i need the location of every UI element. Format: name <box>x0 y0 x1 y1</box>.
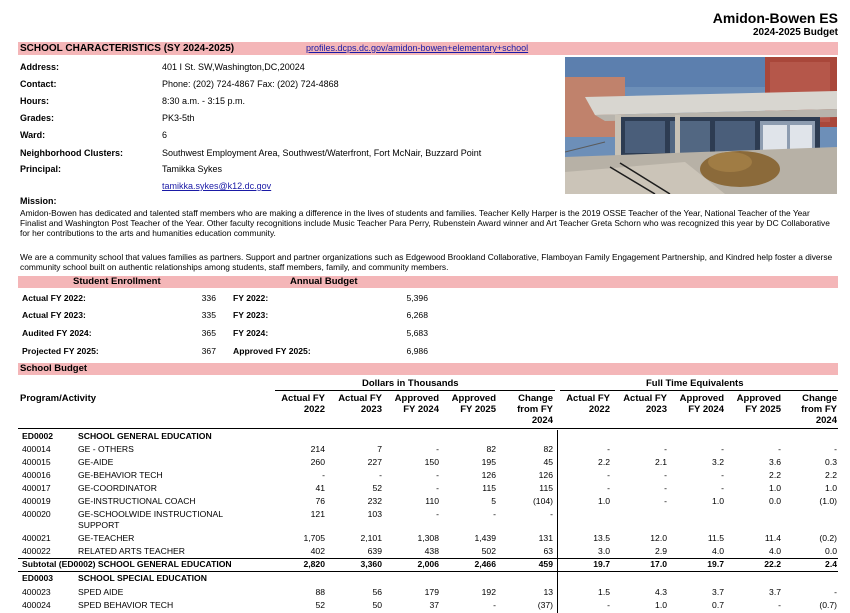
program-activity-header: Program/Activity <box>20 393 97 404</box>
row-value: 12.0 <box>650 533 667 543</box>
row-value: 260 <box>310 457 325 467</box>
enrollment-count: 365 <box>201 328 216 338</box>
column-header-line: Approved <box>394 393 439 404</box>
budget-label: Approved FY 2025: <box>233 346 311 356</box>
budget-value: 5,683 <box>406 328 428 338</box>
row-code: 400020 <box>22 509 51 519</box>
row-value: 459 <box>538 559 553 569</box>
column-header <box>379 393 439 415</box>
column-header-line: 2023 <box>645 404 667 415</box>
row-value: 115 <box>539 483 553 493</box>
row-value: 0.0 <box>769 496 781 506</box>
info-value: Phone: (202) 724-4867 Fax: (202) 724-4868 <box>162 79 339 89</box>
row-value: 88 <box>315 587 325 597</box>
row-value: 2.2 <box>769 470 781 480</box>
info-value: PK3-5th <box>162 113 195 123</box>
school-name: Amidon-Bowen ES <box>712 10 838 26</box>
school-photo <box>565 57 837 194</box>
fte-group-header: Full Time Equivalents <box>646 378 744 389</box>
row-value: 1,705 <box>303 533 325 543</box>
row-value: 4.0 <box>712 546 724 556</box>
row-value: 76 <box>315 496 325 506</box>
row-value: 2,101 <box>360 533 382 543</box>
row-value: 0.7 <box>712 600 724 610</box>
row-value: 150 <box>424 457 439 467</box>
column-header <box>721 393 781 415</box>
row-value: 110 <box>425 496 439 506</box>
row-value: (37) <box>537 600 553 610</box>
row-value: - <box>778 444 781 454</box>
row-value: - <box>834 444 837 454</box>
row-value: 52 <box>315 600 325 610</box>
row-value: 1,308 <box>417 533 439 543</box>
header-rule <box>18 428 838 429</box>
row-name: SPED BEHAVIOR TECH <box>78 600 174 610</box>
row-name: GE-AIDE <box>78 457 114 467</box>
budget-label: FY 2022: <box>233 293 269 303</box>
budget-title: 2024-2025 Budget <box>752 27 838 38</box>
row-code: 400023 <box>22 587 51 597</box>
row-value: 4.3 <box>655 587 667 597</box>
enrollment-label: Actual FY 2023: <box>22 310 86 320</box>
subtotal-bottom-rule <box>18 571 838 572</box>
row-value: 5 <box>491 496 496 506</box>
row-name: GE-INSTRUCTIONAL COACH <box>78 496 196 506</box>
column-header-line: from FY <box>517 404 553 415</box>
column-header-line: FY 2024 <box>688 404 724 415</box>
dollars-group-header: Dollars in Thousands <box>362 378 459 389</box>
row-value: 3.2 <box>712 457 724 467</box>
row-value: - <box>778 600 781 610</box>
row-value: (0.2) <box>819 533 837 543</box>
principal-email-link[interactable]: tamikka.sykes@k12.dc.gov <box>162 181 272 191</box>
row-value: 502 <box>481 546 496 556</box>
row-name-continued: SUPPORT <box>78 520 120 530</box>
row-value: 63 <box>543 546 553 556</box>
row-value: - <box>607 444 610 454</box>
column-header <box>436 393 496 415</box>
row-value: 0.0 <box>825 546 837 556</box>
row-value: 41 <box>315 483 325 493</box>
profile-link[interactable]: profiles.dcps.dc.gov/amidon-bowen+elementary+school <box>306 43 529 53</box>
column-header <box>322 393 382 415</box>
row-value: 1.0 <box>825 483 837 493</box>
row-value: 0.3 <box>825 457 837 467</box>
row-value: 1.5 <box>598 587 610 597</box>
row-value: 50 <box>372 600 382 610</box>
school-budget-bar <box>18 363 838 375</box>
characteristics-title: SCHOOL CHARACTERISTICS (SY 2024-2025) <box>20 43 235 54</box>
dollars-rule <box>275 390 555 391</box>
row-value: - <box>721 483 724 493</box>
row-value: 126 <box>481 470 496 480</box>
row-value: - <box>721 444 724 454</box>
info-label: Address: <box>20 62 60 72</box>
row-value: 19.7 <box>707 559 724 569</box>
row-value: 2.4 <box>825 559 837 569</box>
row-value: 56 <box>372 587 382 597</box>
characteristics-bar <box>18 42 838 55</box>
column-header <box>607 393 667 415</box>
row-value: 82 <box>543 444 553 454</box>
row-name: RELATED ARTS TEACHER <box>78 546 185 556</box>
row-value: 2,820 <box>303 559 325 569</box>
row-value: - <box>607 470 610 480</box>
row-value: - <box>379 470 382 480</box>
column-header <box>265 393 325 415</box>
row-value: 121 <box>310 509 325 519</box>
row-value: - <box>550 509 553 519</box>
column-header-line: 2024 <box>531 415 553 426</box>
row-name: GE-BEHAVIOR TECH <box>78 470 163 480</box>
column-header <box>777 393 837 426</box>
mission-label: Mission: <box>20 196 57 206</box>
row-value: 22.2 <box>764 559 781 569</box>
row-code: 400017 <box>22 483 51 493</box>
row-value: 2.9 <box>655 546 667 556</box>
column-header-line: 2022 <box>588 404 610 415</box>
row-value: - <box>664 470 667 480</box>
budget-value: 6,986 <box>406 346 428 356</box>
row-value: - <box>664 483 667 493</box>
mission-paragraph-1: Amidon-Bowen has dedicated and talented staff members who are making a difference in the lives of students and families. Teacher Kelly Harper is the 2019 OSSE Teacher of the Year, National Teacher of the Year Finalist and Washington Post Teacher of the Year. Other faculty recognitions include Music Teacher Para Perry, Rubenstein Award winner and Art Teacher Greta Schorn who was recognized this year by DC Collaborative for her contributions to the arts and humanities education community. <box>20 208 830 238</box>
row-value: 13.5 <box>593 533 610 543</box>
subtotal-top-rule <box>18 558 838 559</box>
row-value: 214 <box>310 444 325 454</box>
row-value: 3.6 <box>769 457 781 467</box>
column-header-line: Actual FY <box>338 393 382 404</box>
row-name: GE-COORDINATOR <box>78 483 157 493</box>
column-header-line: 2022 <box>303 404 325 415</box>
row-value: - <box>834 587 837 597</box>
row-value: - <box>493 600 496 610</box>
budget-label: FY 2023: <box>233 310 269 320</box>
row-value: 37 <box>429 600 439 610</box>
row-value: 1.0 <box>769 483 781 493</box>
row-value: 17.0 <box>650 559 667 569</box>
row-code: ED0003 <box>22 573 54 583</box>
column-header <box>664 393 724 415</box>
row-value: - <box>436 470 439 480</box>
info-label: Contact: <box>20 79 57 89</box>
row-value: 179 <box>424 587 439 597</box>
row-value: 2,466 <box>474 559 496 569</box>
row-value: 1,439 <box>474 533 496 543</box>
info-value: 8:30 a.m. - 3:15 p.m. <box>162 96 246 106</box>
enrollment-count: 335 <box>201 310 216 320</box>
row-value: 4.0 <box>769 546 781 556</box>
row-value: 19.7 <box>593 559 610 569</box>
row-value: 2,006 <box>417 559 439 569</box>
row-value: 639 <box>367 546 382 556</box>
row-value: 103 <box>367 509 382 519</box>
enrollment-label: Actual FY 2022: <box>22 293 86 303</box>
info-label: Hours: <box>20 96 49 106</box>
column-header-line: FY 2025 <box>745 404 781 415</box>
row-value: 192 <box>481 587 496 597</box>
school-budget-title: School Budget <box>20 363 88 374</box>
row-value: 2.2 <box>825 470 837 480</box>
row-value: 1.0 <box>598 496 610 506</box>
row-value: 2.1 <box>655 457 667 467</box>
row-value: 1.0 <box>655 600 667 610</box>
row-value: 195 <box>481 457 496 467</box>
row-value: (104) <box>532 496 553 506</box>
budget-value: 5,396 <box>406 293 428 303</box>
annual-budget-title: Annual Budget <box>290 276 358 287</box>
column-header-line: Change <box>518 393 553 404</box>
enrollment-bar <box>18 276 838 288</box>
row-code: ED0002 <box>22 431 54 441</box>
info-value: Southwest Employment Area, Southwest/Waterfront, Fort McNair, Buzzard Point <box>162 148 482 158</box>
info-label: Neighborhood Clusters: <box>20 148 123 158</box>
row-value: (0.7) <box>819 600 837 610</box>
column-header <box>550 393 610 415</box>
row-code: 400024 <box>22 600 51 610</box>
fte-rule <box>560 390 838 391</box>
column-header <box>493 393 553 426</box>
column-header-line: Approved <box>736 393 781 404</box>
enrollment-label: Audited FY 2024: <box>22 328 92 338</box>
row-name: GE-TEACHER <box>78 533 135 543</box>
column-header-line: 2024 <box>815 415 837 426</box>
row-value: 3.7 <box>712 587 724 597</box>
row-code: 400022 <box>22 546 51 556</box>
column-header-line: FY 2024 <box>403 404 439 415</box>
row-value: - <box>493 509 496 519</box>
row-code: 400021 <box>22 533 51 543</box>
info-value: 6 <box>162 130 168 140</box>
column-header-line: Actual FY <box>566 393 610 404</box>
row-value: - <box>664 496 667 506</box>
row-value: 2.2 <box>598 457 610 467</box>
column-header-line: FY 2025 <box>460 404 496 415</box>
row-value: 402 <box>310 546 325 556</box>
column-header-line: Change <box>802 393 837 404</box>
row-value: 1.0 <box>712 496 724 506</box>
row-value: 11.4 <box>764 533 781 543</box>
row-value: - <box>664 444 667 454</box>
row-value: 227 <box>367 457 382 467</box>
row-value: (1.0) <box>819 496 837 506</box>
row-name: Subtotal (ED0002) SCHOOL GENERAL EDUCATION <box>22 559 232 569</box>
row-value: - <box>721 470 724 480</box>
column-header-line: Approved <box>679 393 724 404</box>
row-value: - <box>436 444 439 454</box>
row-value: 131 <box>538 533 553 543</box>
enrollment-count: 336 <box>201 293 216 303</box>
column-header-line: from FY <box>801 404 837 415</box>
row-code: 400014 <box>22 444 51 454</box>
row-value: 13 <box>543 587 553 597</box>
row-value: 126 <box>538 470 553 480</box>
row-value: 7 <box>377 444 382 454</box>
row-name: GE-SCHOOLWIDE INSTRUCTIONAL <box>78 509 223 519</box>
row-value: 3.0 <box>598 546 610 556</box>
row-value: 82 <box>486 444 496 454</box>
info-value: Tamikka Sykes <box>162 164 223 174</box>
column-header-line: Actual FY <box>623 393 667 404</box>
row-value: - <box>607 483 610 493</box>
column-header-line: Actual FY <box>281 393 325 404</box>
row-value: 11.5 <box>707 533 724 543</box>
row-value: 52 <box>372 483 382 493</box>
enrollment-count: 367 <box>201 346 216 356</box>
row-value: - <box>436 509 439 519</box>
row-value: 438 <box>424 546 439 556</box>
row-name: SPED AIDE <box>78 587 124 597</box>
row-code: 400019 <box>22 496 51 506</box>
row-value: 115 <box>482 483 496 493</box>
row-name: SCHOOL GENERAL EDUCATION <box>78 431 212 441</box>
row-value: 45 <box>543 457 553 467</box>
row-code: 400015 <box>22 457 51 467</box>
column-header-line: Approved <box>451 393 496 404</box>
column-header-line: 2023 <box>360 404 382 415</box>
info-label: Grades: <box>20 113 55 123</box>
row-value: - <box>322 470 325 480</box>
row-value: 3,360 <box>360 559 382 569</box>
row-value: 3.7 <box>769 587 781 597</box>
budget-value: 6,268 <box>406 310 428 320</box>
budget-label: FY 2024: <box>233 328 269 338</box>
row-value: - <box>607 600 610 610</box>
info-label: Principal: <box>20 164 62 174</box>
row-name: GE - OTHERS <box>78 444 134 454</box>
info-label: Ward: <box>20 130 46 140</box>
enrollment-label: Projected FY 2025: <box>22 346 99 356</box>
row-value: 232 <box>367 496 382 506</box>
row-name: SCHOOL SPECIAL EDUCATION <box>78 573 207 583</box>
row-code: 400016 <box>22 470 51 480</box>
info-value: 401 I St. SW,Washington,DC,20024 <box>162 62 305 72</box>
mission-paragraph-2: We are a community school that values families as partners. Support and partner organizations such as Edgewood Brookland Collaborative, Flamboyan Family Engagement Partnership, and Kindred help foster a diverse community school built on authentic relationships among students, staff members, family, and community members. <box>20 252 833 272</box>
row-value: - <box>436 483 439 493</box>
enrollment-title: Student Enrollment <box>73 276 161 287</box>
